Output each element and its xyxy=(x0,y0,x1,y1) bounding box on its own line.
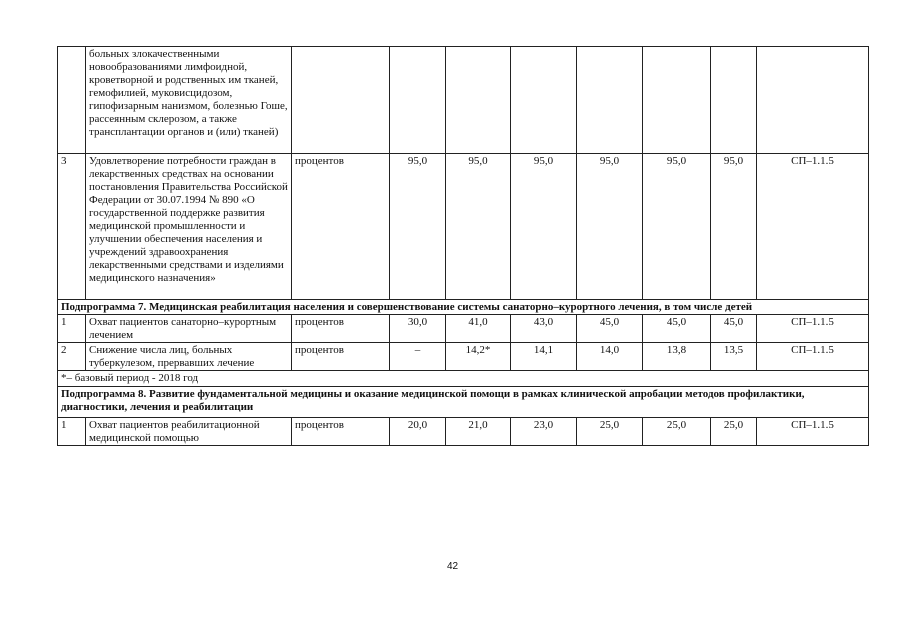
value-cell: 14,0 xyxy=(577,343,643,371)
table-row xyxy=(58,154,869,300)
indicator-name: Снижение числа лиц, больных туберкулезом, прервавших лечение xyxy=(86,343,292,371)
row-number: 2 xyxy=(58,343,86,371)
code-cell: СП–1.1.5 xyxy=(757,343,869,371)
value-cell: 95,0 xyxy=(643,154,711,300)
indicator-name: Удовлетворение потребности граждан в лекарственных средствах на основании постановления Правительства Российской Федерации от 30.07.1994 № 890 «О государственной поддержке развития медицинской промышленности и улучшении обеспечения населения и учреждений здравоохранения лекарственными средствами и изделиями медицинского назначения» xyxy=(86,154,292,300)
code-cell: СП–1.1.5 xyxy=(757,418,869,446)
value-cell: 21,0 xyxy=(446,418,511,446)
subprogram-7-title: Подпрограмма 7. Медицинская реабилитация населения и совершенствование системы санаторно–курортного лечения, в том числе детей xyxy=(58,300,869,315)
value-cell: 13,8 xyxy=(643,343,711,371)
page-number: 42 xyxy=(446,561,459,572)
subprogram-header xyxy=(58,300,869,315)
code-cell xyxy=(757,47,869,154)
value-cell: 30,0 xyxy=(390,315,446,343)
value-cell: 95,0 xyxy=(577,154,643,300)
value-cell: 41,0 xyxy=(446,315,511,343)
value-cell: 25,0 xyxy=(577,418,643,446)
footnote-row xyxy=(58,371,869,387)
value-cell: 95,0 xyxy=(711,154,757,300)
row-number: 3 xyxy=(58,154,86,300)
row-number: 1 xyxy=(58,315,86,343)
indicator-name: Охват пациентов реабилитационной медицинской помощью xyxy=(86,418,292,446)
row-number xyxy=(58,47,86,154)
subprogram-header xyxy=(58,387,869,418)
value-cell: 95,0 xyxy=(390,154,446,300)
value-cell: 23,0 xyxy=(511,418,577,446)
table-row xyxy=(58,315,869,343)
indicators-table xyxy=(57,46,869,446)
code-cell: СП–1.1.5 xyxy=(757,154,869,300)
value-cell: 20,0 xyxy=(390,418,446,446)
footnote: *– базовый период - 2018 год xyxy=(58,371,869,387)
value-cell xyxy=(511,47,577,154)
value-cell: – xyxy=(390,343,446,371)
indicator-name: Охват пациентов санаторно–курортным лечением xyxy=(86,315,292,343)
table-row xyxy=(58,47,869,154)
indicator-name: больных злокачественными новообразованиями лимфоидной, кроветворной и родственных им тканей, гемофилией, муковисцидозом, гипофизарным нанизмом, болезнью Гоше, рассеянным склерозом, а также трансплантации органов и (или) тканей) xyxy=(86,47,292,154)
value-cell: 45,0 xyxy=(711,315,757,343)
unit-cell: процентов xyxy=(292,343,390,371)
value-cell: 14,1 xyxy=(511,343,577,371)
value-cell: 14,2* xyxy=(446,343,511,371)
value-cell: 45,0 xyxy=(643,315,711,343)
value-cell: 43,0 xyxy=(511,315,577,343)
table-row xyxy=(58,343,869,371)
value-cell xyxy=(577,47,643,154)
value-cell xyxy=(643,47,711,154)
unit-cell xyxy=(292,47,390,154)
value-cell: 45,0 xyxy=(577,315,643,343)
value-cell: 13,5 xyxy=(711,343,757,371)
value-cell: 25,0 xyxy=(643,418,711,446)
unit-cell: процентов xyxy=(292,154,390,300)
unit-cell: процентов xyxy=(292,315,390,343)
value-cell xyxy=(446,47,511,154)
table-row xyxy=(58,418,869,446)
subprogram-8-title: Подпрограмма 8. Развитие фундаментальной медицины и оказание медицинской помощи в рамках клинической апробации методов профилактики, диагностики, лечения и реабилитации xyxy=(58,387,869,418)
row-number: 1 xyxy=(58,418,86,446)
value-cell: 25,0 xyxy=(711,418,757,446)
value-cell: 95,0 xyxy=(511,154,577,300)
value-cell xyxy=(390,47,446,154)
code-cell: СП–1.1.5 xyxy=(757,315,869,343)
value-cell xyxy=(711,47,757,154)
value-cell: 95,0 xyxy=(446,154,511,300)
unit-cell: процентов xyxy=(292,418,390,446)
